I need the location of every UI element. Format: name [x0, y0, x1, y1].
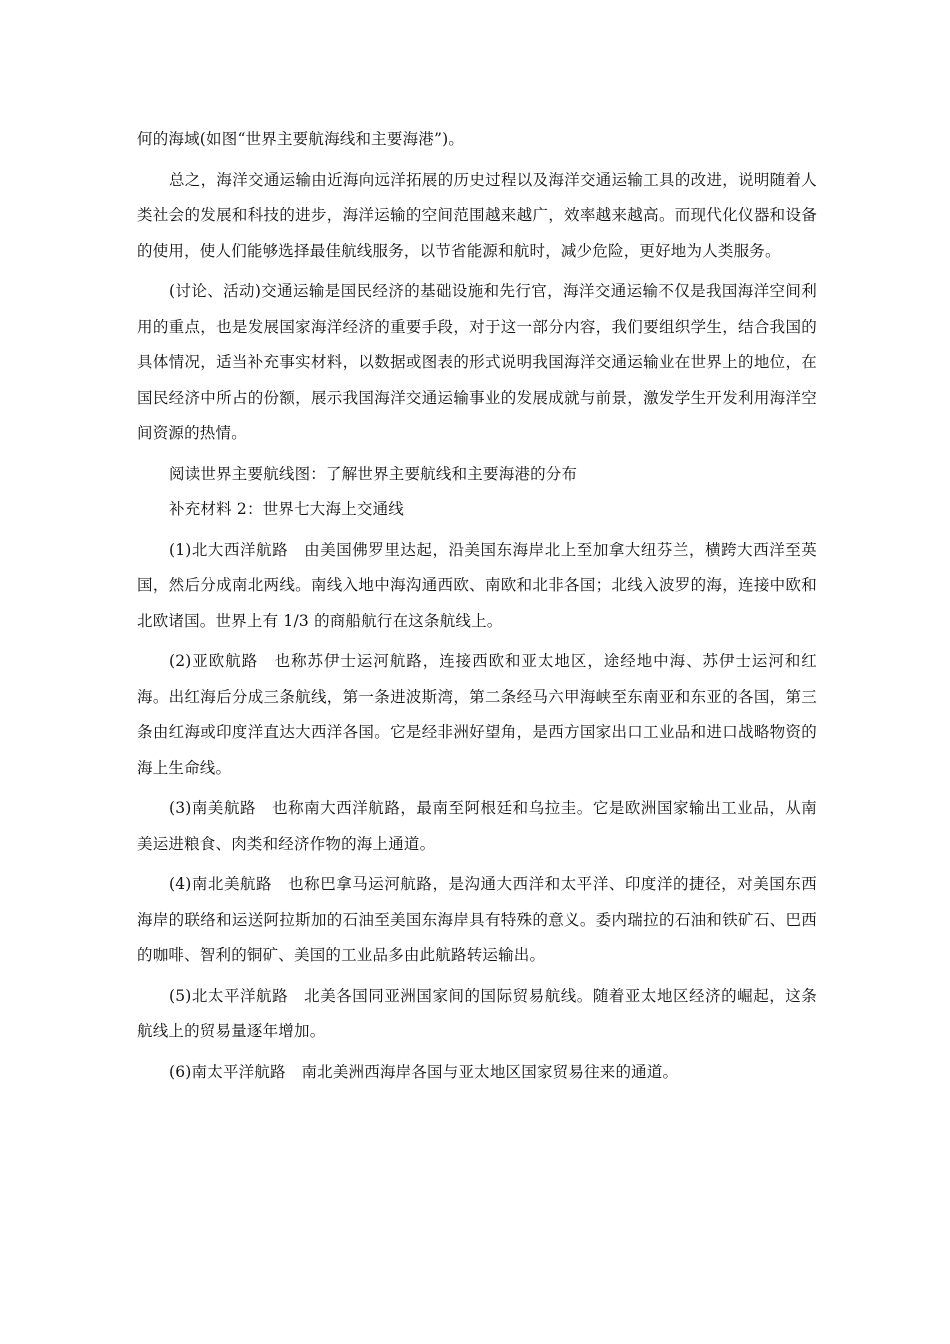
paragraph-supplement-heading: 补充材料 2：世界七大海上交通线 [169, 500, 404, 518]
document-body [137, 122, 817, 1090]
paragraph-discussion: (讨论、活动)交通运输是国民经济的基础设施和先行官，海洋交通运输不仅是我国海洋空间利用的重点，也是发展国家海洋经济的重要手段，对于这一部分内容，我们要组织学生，结合我国的具体情况，适当补充事实材料，以数据或图表的形式说明我国海洋交通运输业在世界上的地位，在国民经济中所占的份额，展示我国海洋交通运输事业的发展成就与前景，激发学生开发利用海洋空间资源的热情。 [137, 282, 817, 442]
paragraph-reading-map: 阅读世界主要航线图：了解世界主要航线和主要海港的分布 [169, 464, 578, 483]
paragraph-route-1: (1)北大西洋航路 由美国佛罗里达起，沿美国东海岸北上至加拿大纽芬兰，横跨大西洋至英国，然后分成南北两线。南线入地中海沟通西欧、南欧和北非各国；北线入波罗的海，连接中欧和北欧诸国。世界上有 1/3 的商船航行在这条航线上。 [137, 540, 817, 630]
paragraph-route-6: (6)南太平洋航路 南北美洲西海岸各国与亚太地区国家贸易往来的通道。 [169, 1062, 679, 1081]
paragraph-continuation: 何的海域(如图“世界主要航海线和主要海港”)。 [137, 130, 465, 148]
paragraph-route-4: (4)南北美航路 也称巴拿马运河航路，是沟通大西洋和太平洋、印度洋的捷径，对美国东西海岸的联络和运送阿拉斯加的石油至美国东海岸具有特殊的意义。委内瑞拉的石油和铁矿石、巴西的咖啡、智利的铜矿、美国的工业品多由此航路转运输出。 [137, 875, 817, 964]
paragraph-route-5: (5)北太平洋航路 北美各国同亚洲国家间的国际贸易航线。随着亚太地区经济的崛起，这条航线上的贸易量逐年增加。 [137, 986, 817, 1040]
paragraph-summary: 总之，海洋交通运输由近海向远洋拓展的历史过程以及海洋交通运输工具的改进，说明随着人类社会的发展和科技的进步，海洋运输的空间范围越来越广，效率越来越高。而现代化仪器和设备的使用，使人们能够选择最佳航线服务，以节省能源和航时，减少危险，更好地为人类服务。 [137, 170, 817, 260]
paragraph-route-2: (2)亚欧航路 也称苏伊士运河航路，连接西欧和亚太地区，途经地中海、苏伊士运河和红海。出红海后分成三条航线，第一条进波斯湾，第二条经马六甲海峡至东南亚和东亚的各国，第三条由红海或印度洋直达大西洋各国。它是经非洲好望角，是西方国家出口工业品和进口战略物资的海上生命线。 [137, 652, 817, 777]
paragraph-route-3: (3)南美航路 也称南大西洋航路，最南至阿根廷和乌拉圭。它是欧洲国家输出工业品，从南美运进粮食、肉类和经济作物的海上通道。 [137, 799, 817, 853]
